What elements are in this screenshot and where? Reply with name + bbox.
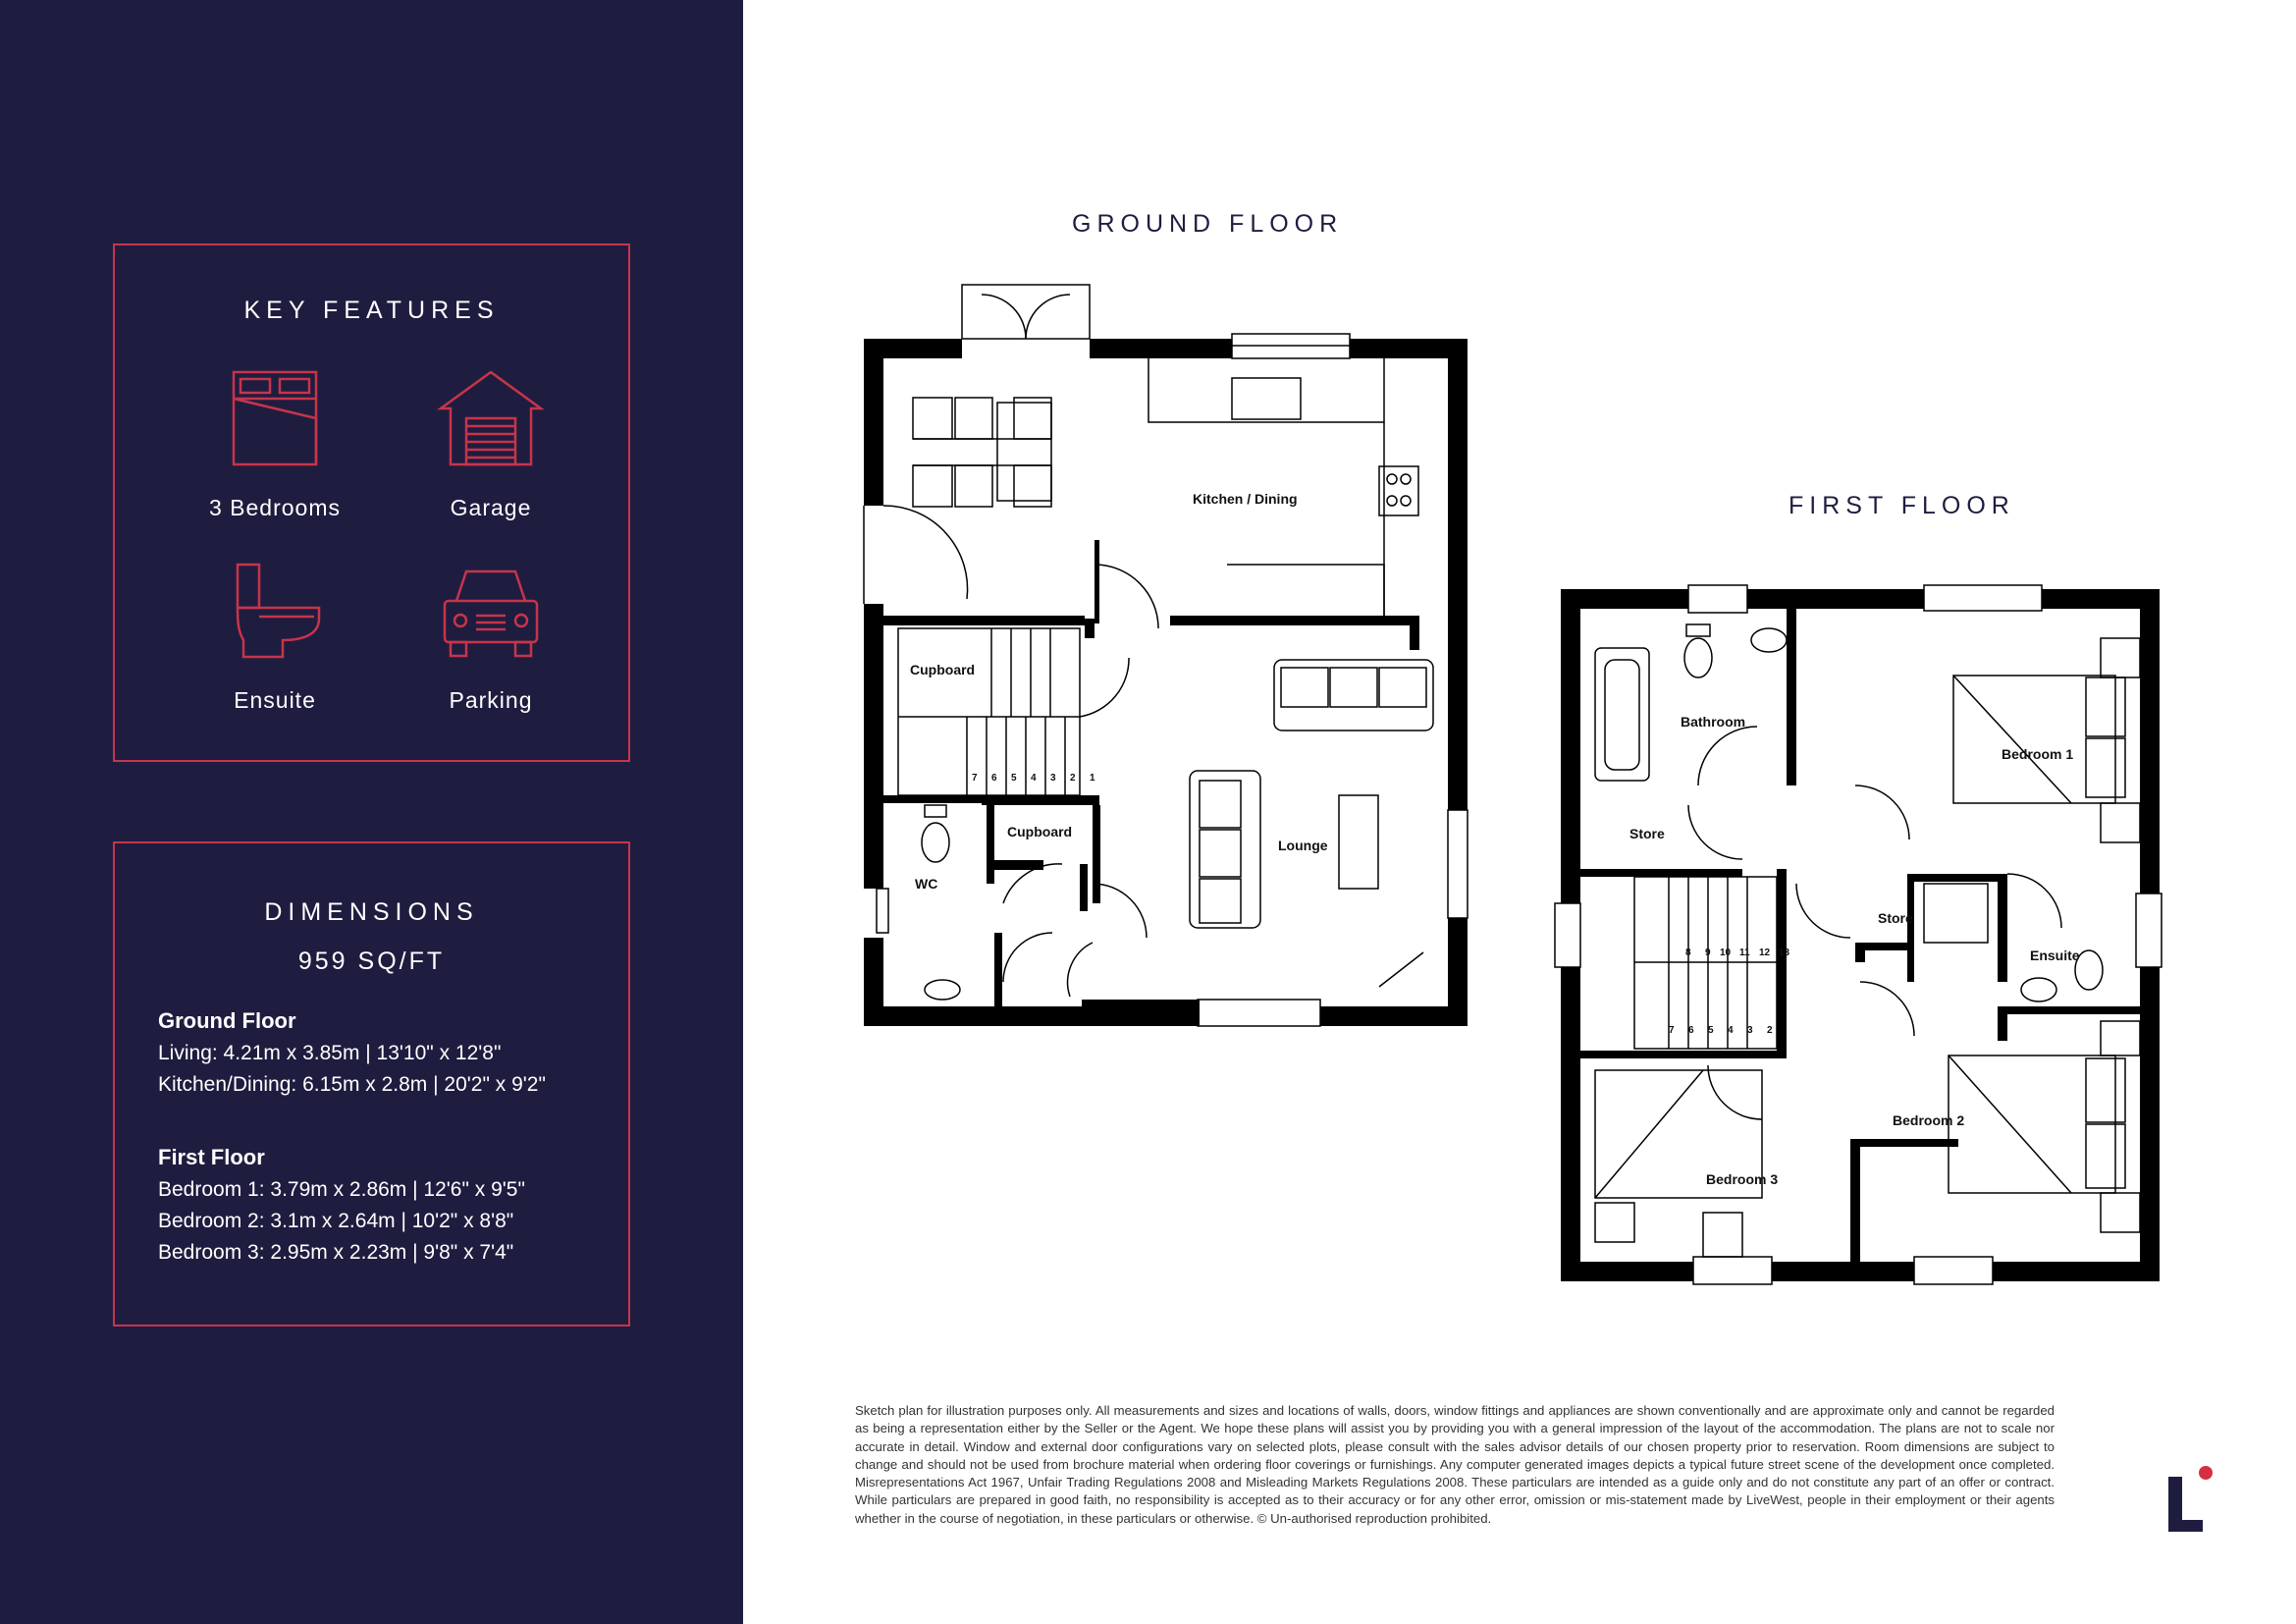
room-label-ensuite: Ensuite <box>2030 947 2080 963</box>
room-label-bedroom-3: Bedroom 3 <box>1706 1171 1779 1187</box>
ground-floor-title: GROUND FLOOR <box>1072 210 1344 238</box>
room-label-cupboard: Cupboard <box>1007 824 1073 839</box>
stair-number: 3 <box>1050 773 1056 784</box>
dimensions-box <box>113 841 630 1326</box>
livewest-logo-icon <box>2160 1463 2218 1537</box>
room-label-wc: WC <box>915 876 938 892</box>
room-label-bathroom: Bathroom <box>1681 714 1746 730</box>
room-label-store: Store <box>1629 826 1665 841</box>
key-features-title: KEY FEATURES <box>243 297 500 324</box>
stair-number: 2 <box>1767 1025 1773 1036</box>
ground-floor-heading: Ground Floor <box>158 1008 296 1033</box>
stair-number: 2 <box>1070 773 1076 784</box>
feature-ensuite-label: Ensuite <box>234 687 316 713</box>
dimension-line: Bedroom 2: 3.1m x 2.64m | 10'2" x 8'8" <box>158 1210 514 1232</box>
feature-ensuite <box>172 562 378 714</box>
first-floor-title: FIRST FLOOR <box>1789 492 2015 519</box>
stair-number: 4 <box>1728 1025 1734 1036</box>
dimension-line: Bedroom 1: 3.79m x 2.86m | 12'6" x 9'5" <box>158 1178 525 1201</box>
stair-number: 4 <box>1031 773 1037 784</box>
ground-floor-dimensions <box>158 1008 546 1097</box>
room-label-bedroom-1: Bedroom 1 <box>2002 746 2074 762</box>
toilet-icon <box>226 562 324 660</box>
stair-number: 1 <box>1090 773 1095 784</box>
room-label-lounge: Lounge <box>1278 838 1328 853</box>
room-label-bedroom-2: Bedroom 2 <box>1893 1112 1965 1128</box>
dimension-line: Kitchen/Dining: 6.15m x 2.8m | 20'2" x 9'2" <box>158 1073 546 1096</box>
room-label-kitchen: Kitchen / Dining <box>1193 491 1298 507</box>
first-floor-heading: First Floor <box>158 1145 265 1169</box>
dimension-line: Living: 4.21m x 3.85m | 13'10" x 12'8" <box>158 1042 502 1064</box>
first-floor-dimensions <box>158 1145 525 1265</box>
feature-garage-label: Garage <box>450 495 532 520</box>
room-label-cupboard: Cupboard <box>910 662 976 677</box>
stair-number: 6 <box>991 773 997 784</box>
car-icon <box>437 562 545 660</box>
feature-bedrooms-label: 3 Bedrooms <box>208 495 341 520</box>
stair-number: 7 <box>1669 1025 1675 1036</box>
bed-icon <box>231 369 319 467</box>
dimensions-title: DIMENSIONS <box>264 898 479 926</box>
stair-number: 7 <box>972 773 978 784</box>
stair-number: 6 <box>1688 1025 1694 1036</box>
stair-number: 8 <box>1685 947 1691 958</box>
feature-parking-label: Parking <box>449 687 533 713</box>
stair-number: 3 <box>1747 1025 1753 1036</box>
stair-number: 9 <box>1705 947 1711 958</box>
stair-number: 11 <box>1739 947 1750 958</box>
stair-number: 5 <box>1011 773 1017 784</box>
key-features-box <box>113 244 630 762</box>
feature-garage <box>388 369 594 521</box>
garage-icon <box>437 369 545 467</box>
feature-parking <box>388 562 594 714</box>
stair-number: 13 <box>1779 947 1790 958</box>
dimensions-area: 959 SQ/FT <box>297 947 446 975</box>
stair-number: 10 <box>1720 947 1732 958</box>
dimension-line: Bedroom 3: 2.95m x 2.23m | 9'8" x 7'4" <box>158 1241 514 1264</box>
ground-floor-plan <box>854 275 1482 1041</box>
stair-number: 12 <box>1759 947 1771 958</box>
disclaimer-text: Sketch plan for illustration purposes only. All measurements and sizes and locations of walls, doors, window fittings and appliances are shown conventionally and are approximate only and cannot be regarded as being a representation either by the Seller or the Agent. We hope these plans will assist you by providing you with a general impression of the layout of the accommodation. The plans are not to scale nor accurate in detail. Window and external door configurations vary on selected plots, please consult with the sales advisor details of our chosen property prior to reservation. Room dimensions are subject to change and should not be used from brochure material when ordering floor coverings or furnishings. Any computer generated images depicts a typical future street scene of the development once completed. Misrepresentations Act 1967, Unfair Trading Regulations 2008 and Misleading Markets Regulations 2008. These particulars are intended as a guide only and do not constitute any part of an offer or contract. While particulars are prepared in good faith, no responsibility is accepted as to their accuracy or for any other error, omission or mis-statement made by LiveWest, people in their employment or their agents whether in the course of negotiation, in these particulars or otherwise. © Un-authorised reproduction prohibited. <box>855 1403 2055 1526</box>
stair-number: 5 <box>1708 1025 1714 1036</box>
feature-bedrooms <box>172 369 378 521</box>
sidebar <box>0 0 743 1624</box>
room-label-store: Store <box>1878 910 1913 926</box>
first-floor-plan <box>1551 579 2179 1296</box>
